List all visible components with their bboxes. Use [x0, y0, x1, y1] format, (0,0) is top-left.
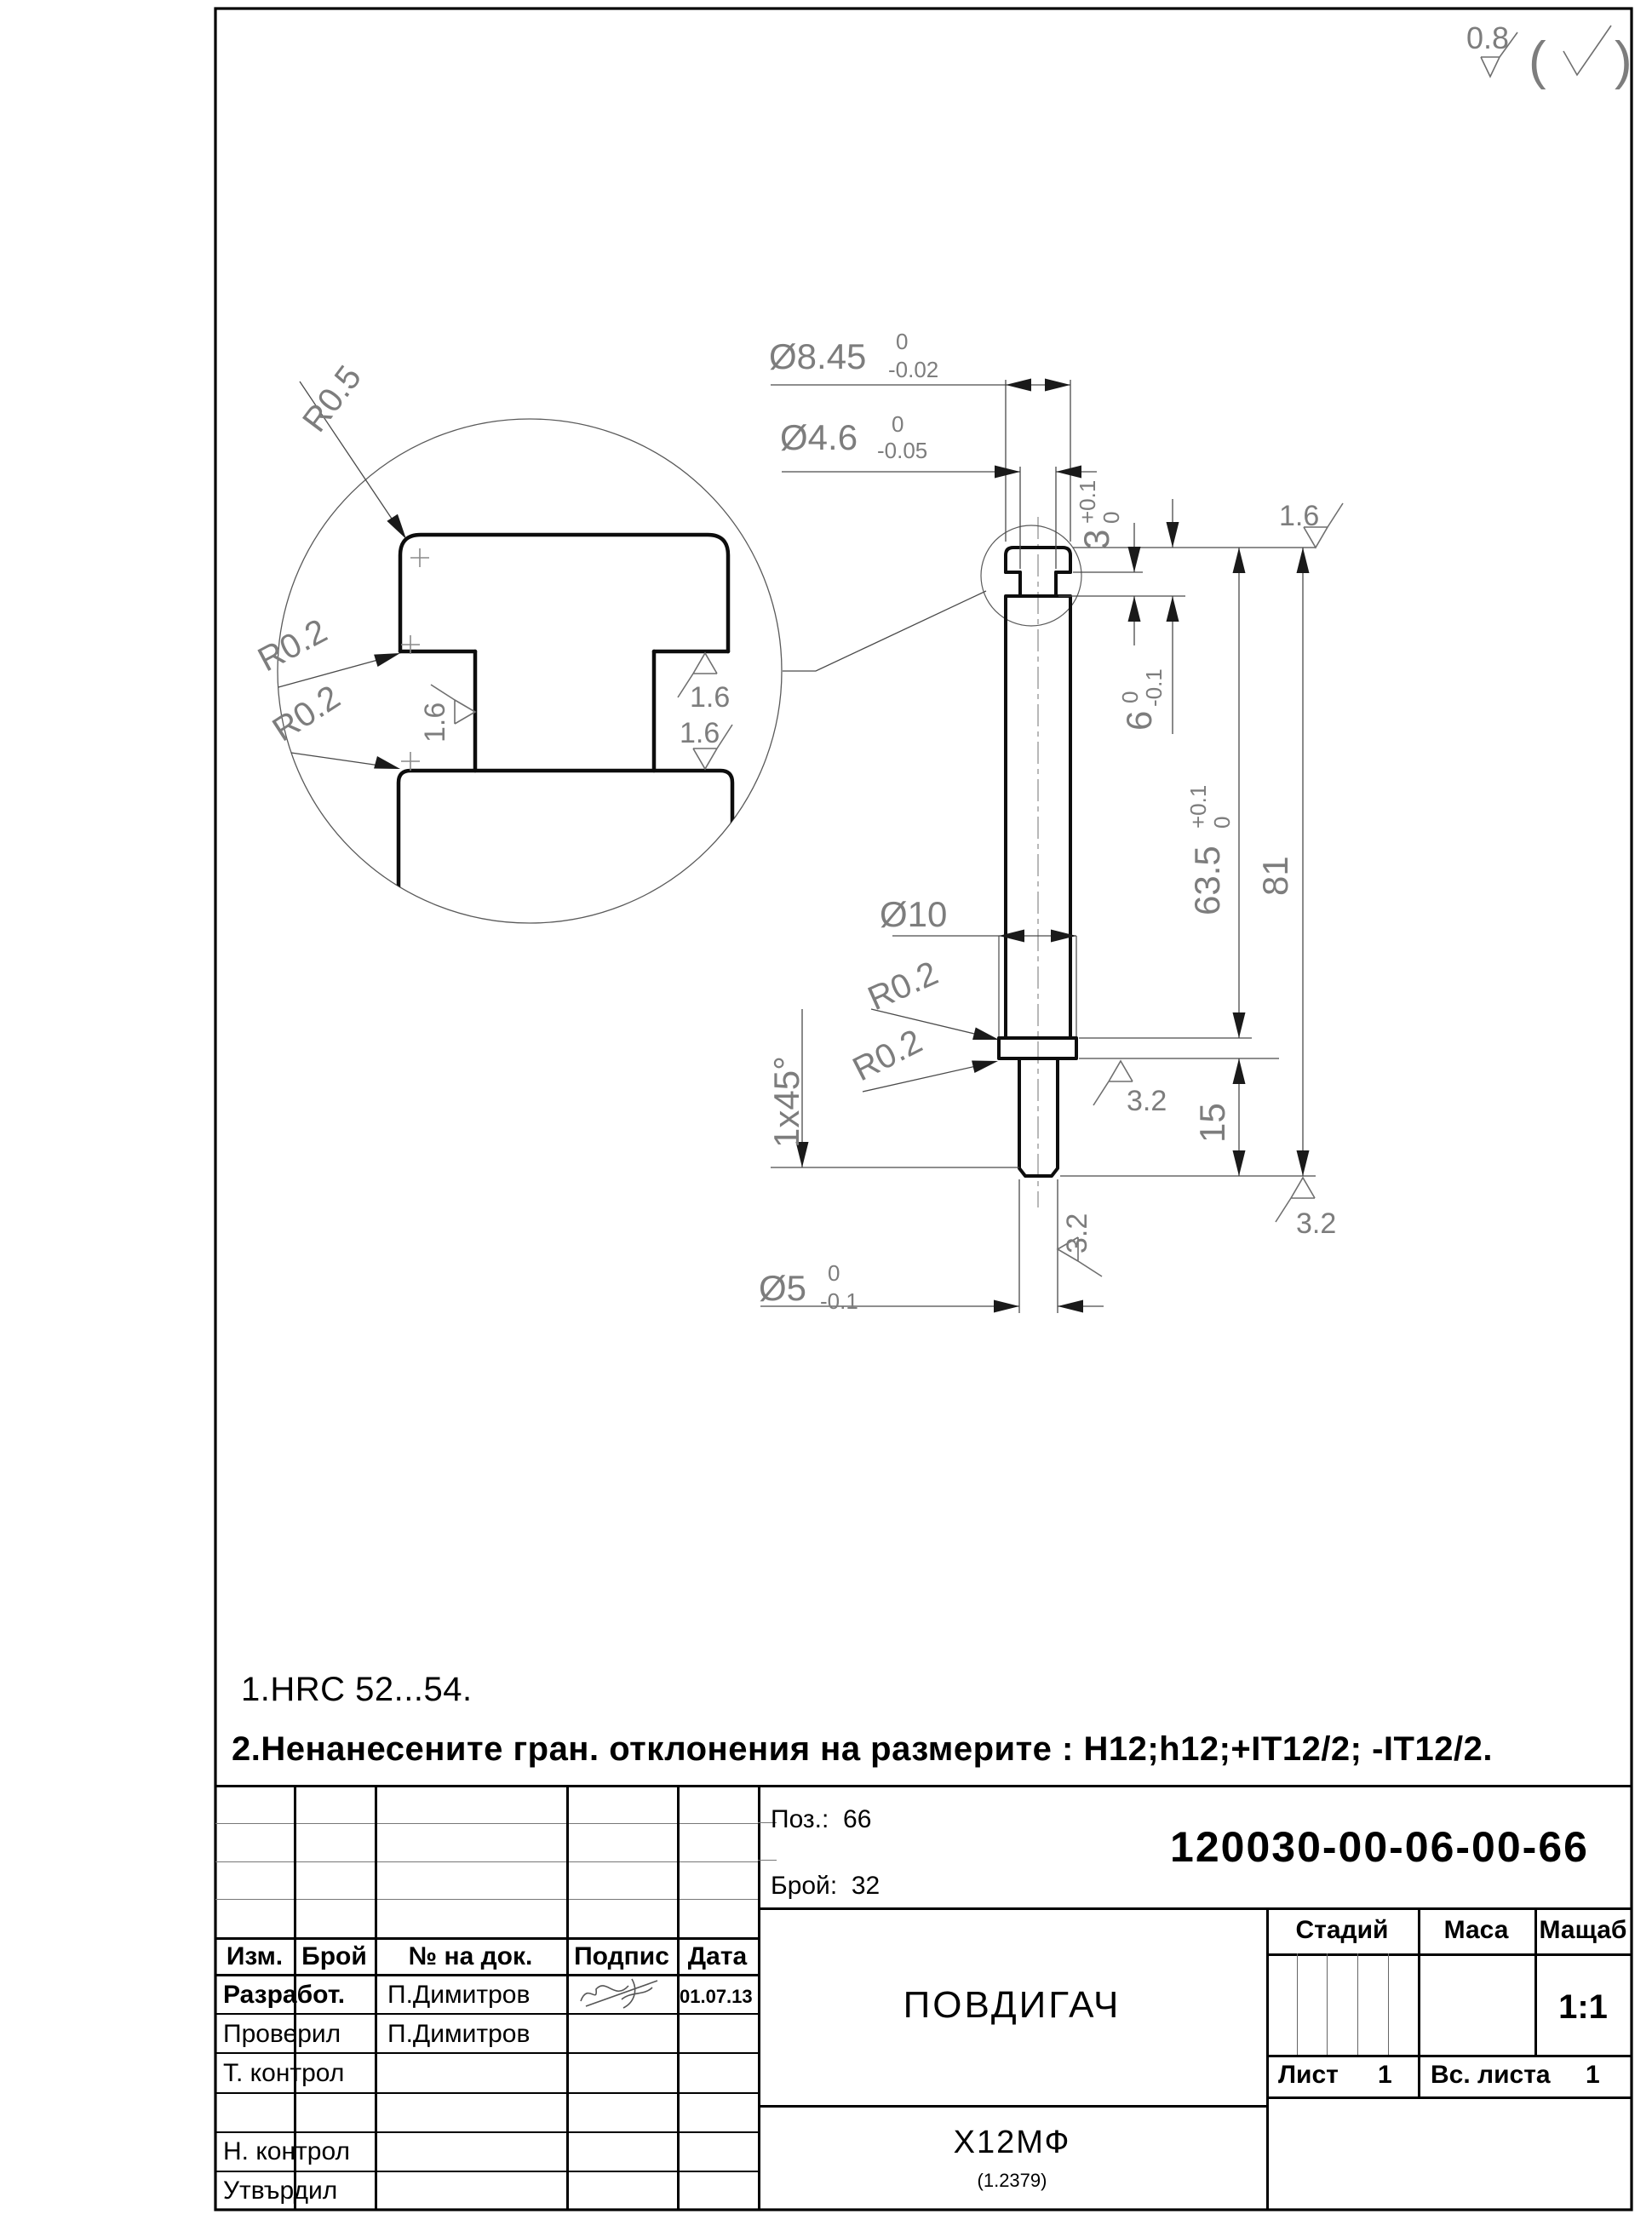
broy-row: [771, 1872, 880, 1901]
rev-header-sign: Подпис: [574, 1942, 669, 1970]
row-name-proveril: П.Димитров: [387, 2020, 531, 2048]
detail-r02-head-label: R0.2: [251, 611, 334, 680]
dim-radius-step-top: [863, 955, 1001, 1047]
row-date-razrabot: 01.07.13: [680, 1986, 753, 2007]
rev-header-izm: Изм.: [226, 1942, 284, 1970]
detail-r05-label: R0.5: [295, 358, 370, 439]
total-sheets-label: Вс. листа: [1431, 2061, 1551, 2089]
stage-header: Стадий: [1295, 1916, 1389, 1944]
detail-circle: [278, 419, 782, 923]
roughness-head-face-value: 1.6: [1279, 500, 1320, 532]
sheet-frame: [215, 9, 1632, 2210]
sheet-label: Лист: [1278, 2061, 1339, 2089]
detail-roughness-under-head: [678, 653, 730, 714]
detail-indicator-circle: [981, 525, 1081, 626]
dim-845-tol-low: -0.02: [888, 357, 939, 382]
dim-3-value: 3: [1076, 529, 1116, 549]
detail-r02-shoulder-label: R0.2: [266, 678, 347, 749]
dim-635-tol-low: 0: [1209, 816, 1235, 829]
row-role-proveril: Проверил: [223, 2020, 341, 2048]
detail-view: [252, 358, 986, 928]
roughness-overall: [1276, 1178, 1336, 1240]
r02-step-top-label: R0.2: [862, 954, 944, 1018]
broy-label: Брой:: [771, 1872, 838, 1900]
detail-roughness-shoulder: [680, 717, 732, 769]
note-2: 2.Ненанесените гран. отклонения на размерите : H12;h12;+IT12/2; -IT12/2.: [232, 1730, 1493, 1768]
detail-radius-r02-head: [252, 612, 402, 687]
rev-header-broy: Брой: [301, 1942, 367, 1970]
rev-header-doc: № на док.: [408, 1942, 533, 1970]
rev-header-date: Дата: [687, 1942, 748, 1970]
dim-81-value: 81: [1255, 856, 1295, 896]
row-role-tkontrol: Т. контрол: [223, 2059, 345, 2087]
roughness-pin-value: 3.2: [1061, 1213, 1093, 1253]
detail-roughness-under-head-value: 1.6: [690, 681, 731, 714]
main-view: [759, 329, 1343, 1314]
dim-diameter-46: [780, 411, 1097, 479]
dim-46-value: Ø4.6: [780, 417, 858, 457]
scale-value: 1:1: [1558, 1988, 1608, 2026]
roughness-overall-value: 3.2: [1296, 1207, 1337, 1240]
material-alt: (1.2379): [977, 2170, 1047, 2191]
roughness-flange-value: 3.2: [1127, 1085, 1167, 1117]
roughness-flange: [1093, 1061, 1167, 1117]
dim-46-tol-low: -0.05: [877, 438, 928, 463]
detail-connector-line: [783, 591, 986, 671]
dim-15-value: 15: [1192, 1103, 1232, 1143]
dim-shaft-635: [1185, 548, 1246, 1038]
dim-total-81: [1255, 548, 1310, 1176]
part-name: ПОВДИГАЧ: [903, 1984, 1121, 2026]
material: Х12МФ: [953, 2125, 1071, 2160]
mass-header: Маса: [1443, 1916, 1509, 1944]
dim-head-6: [1117, 499, 1179, 734]
broy-value: 32: [851, 1872, 880, 1900]
detail-roughness-shoulder-value: 1.6: [680, 717, 720, 749]
dim-3-tol-low: 0: [1098, 511, 1124, 524]
r02-step-bottom-label: R0.2: [846, 1022, 928, 1089]
dim-845-value: Ø8.45: [769, 336, 867, 376]
dim-6-value: 6: [1119, 710, 1159, 731]
dim-5-tol-low: -0.1: [820, 1288, 858, 1314]
dim-6-tol-low: -0.1: [1141, 668, 1167, 707]
row-name-razrabot: П.Димитров: [387, 1981, 531, 2009]
poz-value: 66: [843, 1805, 872, 1833]
dim-845-tol-up: 0: [896, 329, 909, 354]
dim-5-value: Ø5: [759, 1268, 807, 1308]
dim-diameter-5: [759, 1260, 1104, 1314]
dim-3-tol-up: +0.1: [1075, 479, 1100, 524]
detail-radius-r02-shoulder: [266, 679, 402, 776]
chamfer-value: 1x45°: [766, 1056, 806, 1148]
dim-10-value: Ø10: [880, 894, 948, 934]
poz-row: [771, 1805, 871, 1834]
detail-roughness-neck-value: 1.6: [419, 702, 451, 743]
dim-46-tol-up: 0: [892, 411, 904, 437]
dim-6-tol-up: 0: [1117, 691, 1143, 703]
dim-pin-15: [1192, 1058, 1246, 1176]
note-1: 1.HRC 52...54.: [241, 1671, 473, 1708]
sheet-value: 1: [1378, 2061, 1392, 2089]
paren-open: (: [1529, 32, 1546, 90]
detail-radius-r05: [295, 358, 411, 542]
dim-diameter-845: [769, 329, 1070, 392]
detail-roughness-neck: [419, 685, 475, 743]
roughness-head-face: [1279, 500, 1343, 548]
row-role-razrabot: Разработ.: [223, 1981, 346, 2009]
dim-chamfer: [766, 1056, 809, 1167]
general-roughness-mark: [1466, 20, 1632, 90]
dim-diameter-10: [880, 894, 1076, 943]
roughness-pin: [1058, 1213, 1102, 1276]
signature: [572, 1976, 673, 2011]
poz-label: Поз.:: [771, 1805, 829, 1833]
document-number: 120030-00-06-00-66: [1170, 1823, 1589, 1871]
total-sheets-value: 1: [1586, 2061, 1600, 2089]
dim-635-tol-up: +0.1: [1185, 784, 1211, 829]
row-role-utvardil: Утвърдил: [223, 2177, 338, 2205]
dim-635-value: 63.5: [1187, 846, 1227, 915]
scale-header: Мащаб: [1539, 1916, 1627, 1944]
roughness-value: 0.8: [1466, 20, 1510, 55]
extension-lines: [771, 380, 1316, 1313]
dim-5-tol-up: 0: [828, 1260, 840, 1286]
paren-close: ): [1615, 32, 1632, 90]
row-role-nkontrol: Н. контрол: [223, 2137, 351, 2165]
dim-neck-3: [1075, 480, 1141, 645]
